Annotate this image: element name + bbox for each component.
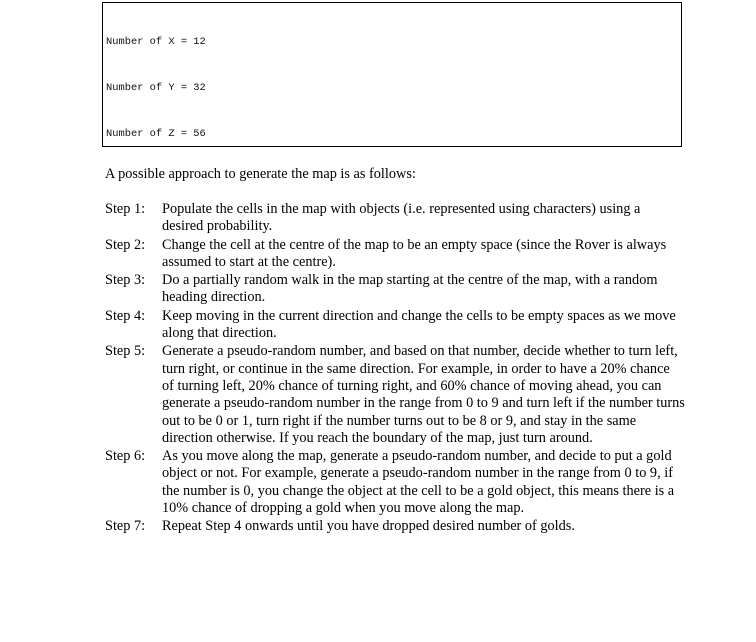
- step-label: Step 7:: [105, 518, 146, 535]
- step-item: [105, 272, 685, 307]
- console-output: [102, 2, 682, 147]
- intro-paragraph: A possible approach to generate the map is as follows:: [105, 166, 416, 182]
- step-text: Repeat Step 4 onwards until you have dropped desired number of golds.: [162, 518, 575, 535]
- step-item: [105, 201, 685, 236]
- step-item: [105, 518, 685, 535]
- step-text: Do a partially random walk in the map starting at the centre of the map, with a random heading direction.: [162, 272, 658, 306]
- step-item: [105, 448, 685, 517]
- console-line: Number of Z = 56: [106, 128, 206, 141]
- step-label: Step 4:: [105, 307, 146, 324]
- step-text: Generate a pseudo-random number, and based on that number, decide whether to turn left, turn right, or continue in the same direction. For example, in order to have a 20% chance of turning left, 20% chance of turning right, and 60% chance of moving ahead, you can generate a pseudo-random number in the range from 0 to 9 and turn left if the number turns out to be 0 or 1, turn right if the number turns out to be 8 or 9, and stay in the same direction otherwise. If you reach the boundary of the map, just turn around.: [162, 343, 685, 446]
- step-label: Step 2:: [105, 236, 146, 253]
- step-text: Change the cell at the centre of the map to be an empty space (since the Rover is always assumed to start at the centre).: [162, 236, 667, 270]
- steps-list: [105, 201, 685, 537]
- step-item: [105, 343, 685, 447]
- console-line: Number of X = 12: [106, 35, 206, 48]
- step-text: Keep moving in the current direction and change the cells to be empty spaces as we move along that direction.: [162, 307, 676, 342]
- step-item: [105, 237, 685, 272]
- step-label: Step 1:: [105, 201, 146, 217]
- step-text: As you move along the map, generate a pseudo-random number, and decide to put a gold object or not. For example, generate a pseudo-random number in the range from 0 to 9, if the number is 0, you change the object at the cell to be a gold object, this means there is a 10% chance of dropping a gold when you move along the map.: [162, 448, 675, 517]
- step-label: Step 6:: [105, 448, 146, 465]
- step-label: Step 5:: [105, 343, 146, 360]
- step-label: Step 3:: [105, 272, 146, 289]
- step-text: Populate the cells in the map with objects (i.e. represented using characters) using a desired probability.: [162, 201, 641, 235]
- step-item: [105, 308, 685, 343]
- console-line: Number of Y = 32: [106, 82, 206, 95]
